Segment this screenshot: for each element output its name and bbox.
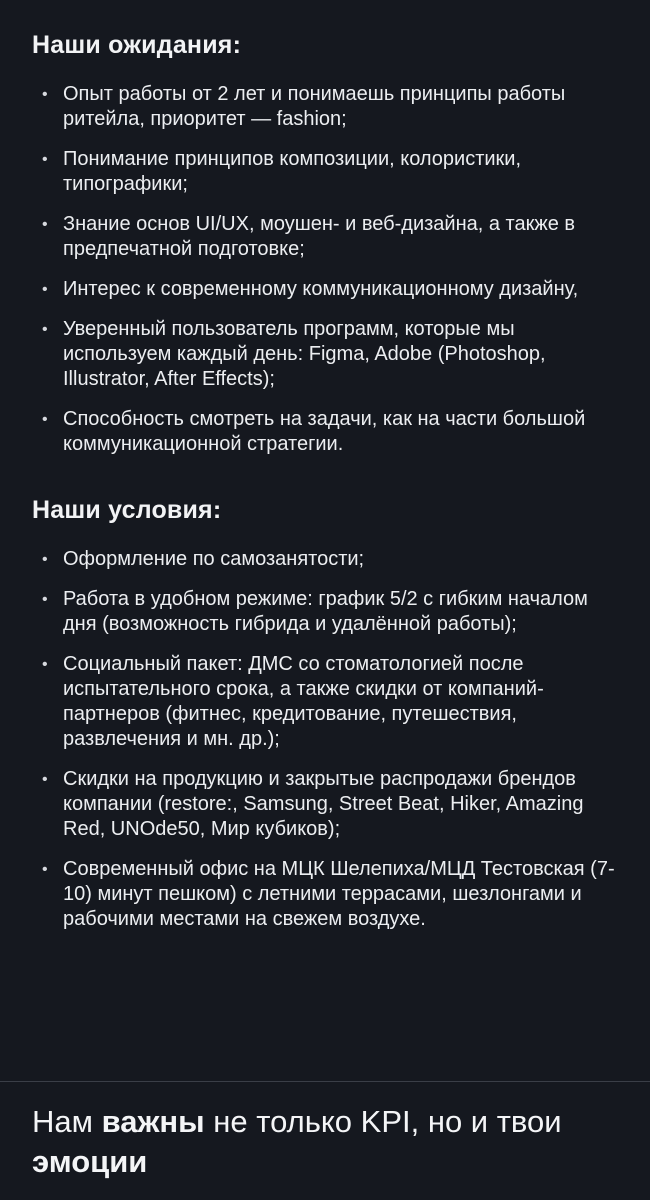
list-item-text: Способность смотреть на задачи, как на части большой коммуникационной стратегии. — [63, 408, 586, 455]
list-item — [32, 212, 626, 262]
list-item-text: Скидки на продукцию и закрытые распродажи брендов компании (restore:, Samsung, Street Beat, Hiker, Amazing Red, UNOde50, Мир кубиков); — [63, 768, 584, 840]
bullet-icon: • — [42, 86, 48, 103]
list-item — [32, 547, 626, 572]
list-item-text: Знание основ UI/UX, моушен- и веб-дизайна, а также в предпечатной подготовке; — [63, 213, 576, 260]
footer-slogan — [32, 1102, 626, 1182]
bullet-icon: • — [42, 281, 48, 298]
list-item — [32, 147, 626, 197]
list-item — [32, 857, 626, 932]
bullet-icon: • — [42, 151, 48, 168]
list-item — [32, 652, 626, 752]
bullet-icon: • — [42, 551, 48, 568]
footer-text-part: Нам — [32, 1104, 102, 1139]
bullet-icon: • — [42, 861, 48, 878]
list-item — [32, 767, 626, 842]
bullet-icon: • — [42, 591, 48, 608]
bullet-icon: • — [42, 771, 48, 788]
footer-text-part: не только KPI, но и твои — [204, 1104, 562, 1139]
expectations-title: Наши ожидания: — [32, 31, 242, 59]
list-item-text: Уверенный пользователь программ, которые мы используем каждый день: Figma, Adobe (Photoshop, Illustrator, After Effects); — [63, 318, 546, 390]
bullet-icon: • — [42, 411, 48, 428]
list-item — [32, 587, 626, 637]
list-item-text: Работа в удобном режиме: график 5/2 с гибким началом дня (возможность гибрида и удалённой работы); — [63, 588, 588, 635]
footer-bold-word: эмоции — [32, 1144, 148, 1179]
list-item — [32, 82, 626, 132]
footer-banner — [0, 1081, 650, 1200]
expectations-list — [32, 82, 626, 457]
list-item-text: Современный офис на МЦК Шелепиха/МЦД Тестовская (7-10) минут пешком) с летними террасами, шезлонгами и рабочими местами на свежем воздухе. — [63, 858, 615, 930]
list-item-text: Оформление по самозанятости; — [63, 548, 365, 570]
list-item-text: Понимание принципов композиции, колористики, типографики; — [63, 148, 522, 195]
list-item-text: Интерес к современному коммуникационному дизайну, — [63, 278, 579, 300]
list-item — [32, 277, 626, 302]
list-item-text: Социальный пакет: ДМС со стоматологией после испытательного срока, а также скидки от компаний-партнеров (фитнес, кредитование, путешествия, развлечения и мн. др.); — [63, 653, 544, 750]
list-item — [32, 317, 626, 392]
conditions-list — [32, 547, 626, 932]
bullet-icon: • — [42, 321, 48, 338]
list-item-text: Опыт работы от 2 лет и понимаешь принципы работы ритейла, приоритет — fashion; — [63, 83, 566, 130]
conditions-title: Наши условия: — [32, 496, 222, 524]
bullet-icon: • — [42, 216, 48, 233]
bullet-icon: • — [42, 656, 48, 673]
footer-bold-word: важны — [101, 1104, 205, 1139]
list-item — [32, 407, 626, 457]
